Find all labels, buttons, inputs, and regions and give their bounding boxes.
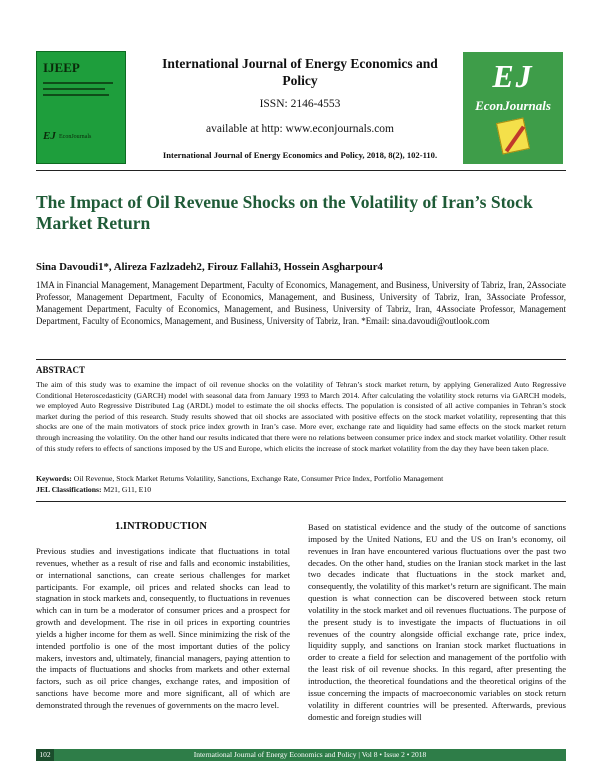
cover-line bbox=[43, 88, 105, 90]
keywords: Oil Revenue, Stock Market Returns Volatility, Sanctions, Exchange Rate, Consumer Price Index, Portfolio Management bbox=[71, 474, 444, 483]
intro-right-column: Based on statistical evidence and the study of the outcome of sanctions imposed by the United Nations, EU and the US on Iran’s economy, oil revenues in Iran have encountered various fluctuations over the past two decades. On the other hand, studies on the Iranian stock market in the last two decades indicate that fluctuations in the stock market and, consequently, the volatility of this market’s return are significant. The main question is what connection can be discovered between stock return volatility in the stock market and oil revenues fluctuations. The purpose of the present study is to investigate the impacts of fluctuations in oil revenues of the country alongside official exchange rate, price index, liquidity supply, and sanctions on Iranian stock market fluctuations in order to create a field for selection and management of the portfolio with the least risk of oil revenue shocks. In this regard, after presenting the introduction, the theoretical foundations and the theoretical origins of the issue concerning the impacts of macroeconomic variables on stock return volatility in different countries will be presented. Afterwards, previous domestic and foreign studies will bbox=[308, 522, 566, 722]
divider bbox=[36, 170, 566, 171]
affiliations: 1MA in Financial Management, Management Department, Faculty of Economics, Management, and Business, University of Tabriz, Iran, 2Associate Professor, Management Department, Faculty of Economics, Management, and Business, University of Tabriz, Iran, 3Associate Professor, Management Department, Faculty of Economics, Management, and Business, University of Tabriz, Iran, 4Associate Professor, Management Department, Faculty of Economics, Management, and Business, University of Tabriz, Iran. *Email: sina.davoudi@outlook.com bbox=[36, 280, 566, 326]
page-number: 102 bbox=[36, 749, 54, 761]
cover-line bbox=[43, 94, 109, 96]
divider bbox=[36, 359, 566, 360]
footer-text: International Journal of Energy Economics and Policy | Vol 8 • Issue 2 • 2018 bbox=[193, 750, 427, 759]
issn: ISSN: 2146-4553 bbox=[259, 98, 341, 110]
footer-bar bbox=[36, 749, 566, 761]
journal-title: International Journal of Energy Economics and Policy bbox=[162, 56, 438, 88]
jel-classifications: M21, G11, E10 bbox=[101, 484, 152, 494]
intro-left-column: Previous studies and investigations indicate that fluctuations in total revenues, whether as a result of rise and falls and economic instabilities, or international sanctions, can create serious challenges for market participants. For example, oil prices and related shocks can lead to stagnation in stock markets and, consequently, to fluctuations in revenues which can in turn be a moderator of consumer prices and a prospect for growth and development. The rise in oil prices in exporting countries yields a higher income for them as well. Since minimizing the risk of the intended portfolio is one of the most important duties of the policy makers, investors and, ultimately, financial managers, paying attention to the impacts of fluctuations and shocks from markets and other external factors, such as oil price changes, exchange rates, and imposition of sanctions have become more and more significant, all of which are demonstrated through the revenues of governments on the macro level. bbox=[36, 546, 290, 710]
paper-title: The Impact of Oil Revenue Shocks on the Volatility of Iran’s Stock Market Return bbox=[36, 192, 533, 233]
section-heading-introduction: 1.INTRODUCTION bbox=[115, 521, 207, 532]
divider bbox=[36, 501, 566, 502]
abstract-heading: ABSTRACT bbox=[36, 365, 86, 375]
cover-ej: EJ bbox=[43, 130, 56, 142]
logo-ej: EJ bbox=[492, 58, 534, 94]
cover-ej-text: EconJournals bbox=[59, 134, 92, 140]
authors: Sina Davoudi1*, Alireza Fazlzadeh2, Firouz Fallahi3, Hossein Asgharpour4 bbox=[36, 261, 383, 273]
abstract-text: The aim of this study was to examine the impact of oil revenue shocks on the volatility of Tehran’s stock market return, by applying Generalized Auto Regressive Conditional Heteroscedasticity (GARCH) model with seasonal data from January 1993 to March 2014. After calculating the volatility stock returns via GARCH models, we employed Auto Regressive Distributed Lag (ARDL) model to estimate the oil shocks effects. The population is consisted of all active companies in Tehran’s stock market during the period of this research. Study results showed that oil shocks are associated with positive effects on the stock market volatility, representing that this shocks are one of the main motivators of stock price index growth in Iran’s case. More ever, exchange rate and liquidity had same effects on the stock market return through increasing the volatility. On the other hand our results indicated that there were no relations between consumer price index and stock market volatility. Other result of this study refers to effects of sanctions imposed by the US and Europe, which elicits the increase of stock market volatility from the day they have been taken place. bbox=[36, 380, 566, 453]
keywords-block bbox=[36, 474, 566, 495]
logo-name: EconJournals bbox=[475, 98, 551, 113]
jel-label: JEL Classifications: bbox=[36, 484, 102, 494]
journal-cover-image bbox=[36, 51, 126, 164]
cover-title: IJEEP bbox=[43, 60, 80, 75]
econjournals-logo bbox=[463, 52, 563, 164]
cover-line bbox=[43, 82, 113, 84]
citation: International Journal of Energy Economics and Policy, 2018, 8(2), 102-110. bbox=[162, 150, 438, 160]
availability-link[interactable]: available at http: www.econjournals.com bbox=[206, 123, 394, 135]
keywords-label: Keywords: bbox=[36, 474, 72, 483]
